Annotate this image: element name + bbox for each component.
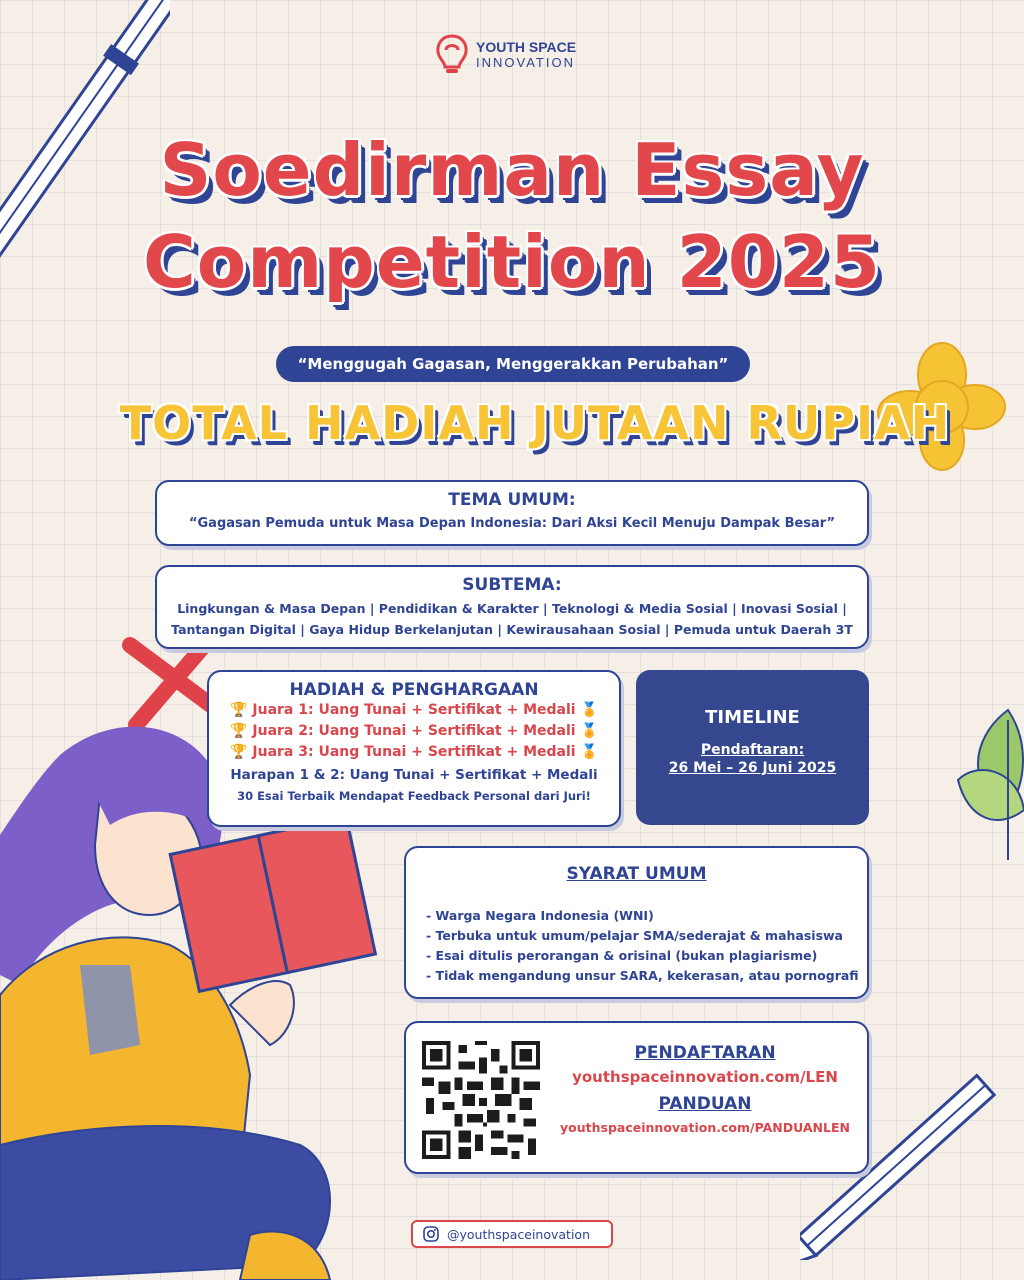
brand-logo: [434, 32, 594, 78]
timeline-heading: TIMELINE: [705, 707, 800, 728]
tema-text: “Gagasan Pemuda untuk Masa Depan Indonesia: Dari Aksi Kecil Menuju Dampak Besar”: [188, 516, 836, 531]
list-item: - Warga Negara Indonesia (WNI): [426, 908, 654, 923]
instagram-icon: [423, 1226, 439, 1242]
trophy-icon: 🏆: [230, 702, 248, 718]
feedback-text: 30 Esai Terbaik Mendapat Feedback Personal dari Juri!: [237, 789, 591, 803]
subtema-card: [155, 565, 869, 649]
tema-heading: TEMA UMUM:: [448, 490, 576, 510]
timeline-card: [636, 670, 869, 825]
title-line-1: Soedirman Essay: [159, 128, 865, 212]
trophy-icon: 🏆: [230, 744, 248, 760]
syarat-heading: SYARAT UMUM: [566, 864, 707, 884]
syarat-umum-card: [404, 846, 869, 999]
prize-row: [209, 721, 619, 742]
juara-1: Juara 1: Uang Tunai + Sertifikat + Medali: [252, 702, 576, 718]
medal-icon: 🏅: [580, 744, 598, 760]
subtema-line-1: Lingkungan & Masa Depan | Pendidikan & Karakter | Teknologi & Media Sosial | Inovasi Sosial |: [177, 601, 847, 616]
timeline-dates: 26 Mei – 26 Juni 2025: [668, 760, 837, 776]
juara-2: Juara 2: Uang Tunai + Sertifikat + Medali: [252, 723, 576, 739]
list-item: - Terbuka untuk umum/pelajar SMA/sederajat & mahasiswa: [426, 928, 843, 943]
leaf-illustration: [948, 700, 1024, 870]
prize-row: [209, 700, 619, 721]
title-line-2: Competition 2025: [142, 220, 882, 304]
logo-line-1: YOUTH SPACE: [476, 39, 577, 55]
harapan-text: Harapan 1 & 2: Uang Tunai + Sertifikat + Medali: [230, 767, 598, 783]
trophy-icon: 🏆: [230, 723, 248, 739]
instagram-handle-badge[interactable]: [411, 1220, 613, 1248]
subtema-heading: SUBTEMA:: [462, 575, 562, 595]
timeline-label: Pendaftaran:: [700, 742, 805, 758]
tagline-pill: “Menggugah Gagasan, Menggerakkan Perubahan”: [276, 346, 750, 382]
lightbulb-logo-icon: [434, 32, 470, 76]
qr-code-icon[interactable]: [422, 1041, 540, 1159]
medal-icon: 🏅: [580, 723, 598, 739]
prize-row: [209, 742, 619, 763]
panduan-heading: PANDUAN: [658, 1094, 752, 1114]
pendaftaran-link[interactable]: youthspaceinnovation.com/LEN: [572, 1068, 838, 1086]
hadiah-heading: HADIAH & PENGHARGAAN: [289, 680, 539, 700]
juara-3: Juara 3: Uang Tunai + Sertifikat + Medali: [252, 744, 576, 760]
tema-umum-card: [155, 480, 869, 546]
list-item: - Esai ditulis perorangan & orisinal (bukan plagiarisme): [426, 948, 818, 963]
logo-line-2: INNOVATION: [476, 55, 575, 70]
hadiah-card: [207, 670, 621, 827]
medal-icon: 🏅: [580, 702, 598, 718]
registration-card: [404, 1021, 869, 1174]
list-item: - Tidak mengandung unsur SARA, kekerasan, atau pornografi: [426, 968, 859, 983]
total-prize-headline: TOTAL HADIAH JUTAAN RUPIAH: [119, 396, 951, 450]
instagram-handle: @youthspaceinovation: [447, 1227, 591, 1242]
subtema-line-2: Tantangan Digital | Gaya Hidup Berkelanjutan | Kewirausahaan Sosial | Pemuda untuk Daerah 3T: [171, 622, 853, 637]
pendaftaran-heading: PENDAFTARAN: [634, 1043, 776, 1063]
panduan-link[interactable]: youthspaceinnovation.com/PANDUANLEN: [560, 1120, 850, 1135]
syarat-list: [426, 906, 867, 986]
